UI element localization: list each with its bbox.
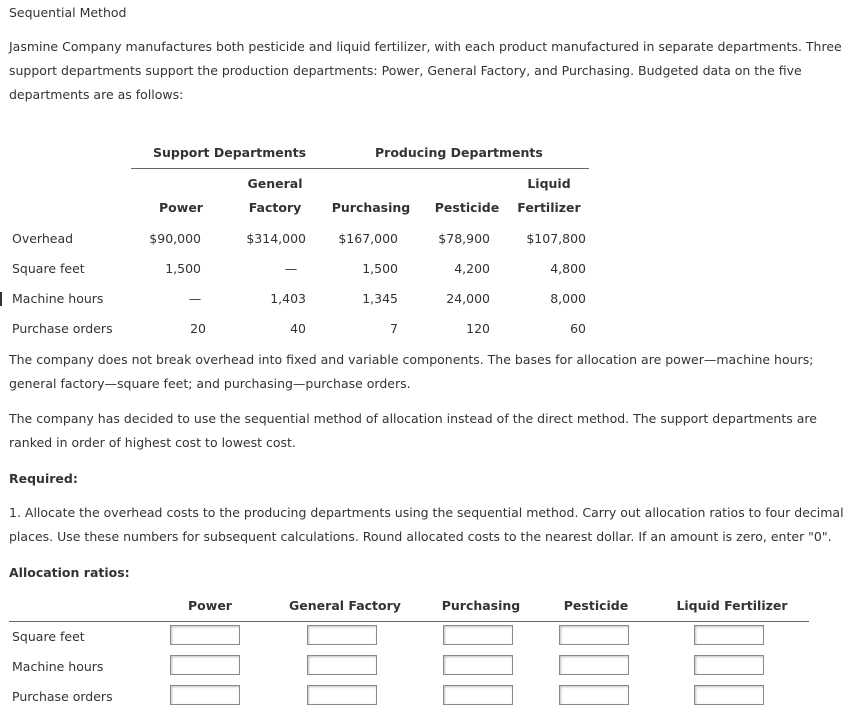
table-cell: — (284, 261, 298, 276)
col-general-line1: General (247, 176, 303, 191)
alloc-col-power: Power (188, 598, 232, 613)
square-feet-general-factory-input[interactable] (307, 625, 377, 645)
row-label-machine-hours: Machine hours (12, 291, 104, 306)
table-cell: 60 (570, 321, 586, 336)
required-heading: Required: (9, 471, 78, 486)
table-cell: $90,000 (149, 231, 201, 246)
table-cell: 1,500 (165, 261, 201, 276)
machine-hours-general-factory-input[interactable] (307, 655, 377, 675)
row-marker (0, 292, 2, 306)
requirement-1: 1. Allocate the overhead costs to the producing departments using the sequential method. Carry out allocation ratios to four decimal places. Use these numbers for subsequent calculations. Round allocated costs to the nearest dollar. If an amount is zero, enter "0". (9, 505, 844, 544)
purchase-orders-liquid-fertilizer-input[interactable] (694, 685, 764, 705)
page-title: Sequential Method (9, 5, 127, 20)
alloc-col-purchasing: Purchasing (441, 598, 521, 613)
col-liquid-line2: Fertilizer (517, 200, 581, 215)
purchase-orders-general-factory-input[interactable] (307, 685, 377, 705)
support-departments-header: Support Departments (153, 145, 307, 160)
table-cell: 40 (290, 321, 306, 336)
table-cell: 120 (466, 321, 490, 336)
table-cell: 20 (190, 321, 206, 336)
purchase-orders-purchasing-input[interactable] (443, 685, 513, 705)
alloc-row-label-machine-hours: Machine hours (12, 659, 104, 674)
row-label-square-feet: Square feet (12, 261, 85, 276)
row-label-overhead: Overhead (12, 231, 74, 246)
table-cell: $314,000 (246, 231, 306, 246)
alloc-row-label-purchase-orders: Purchase orders (12, 689, 113, 704)
table-cell: 8,000 (550, 291, 586, 306)
table-cell: $78,900 (438, 231, 490, 246)
header-divider (131, 168, 589, 169)
table-cell: 7 (390, 321, 398, 336)
square-feet-power-input[interactable] (170, 625, 240, 645)
square-feet-liquid-fertilizer-input[interactable] (694, 625, 764, 645)
purchase-orders-pesticide-input[interactable] (559, 685, 629, 705)
alloc-col-liquid-fertilizer: Liquid Fertilizer (676, 598, 788, 613)
row-label-purchase-orders: Purchase orders (12, 321, 113, 336)
table-cell: 4,800 (550, 261, 586, 276)
table-cell: 1,345 (362, 291, 398, 306)
col-purchasing: Purchasing (331, 200, 411, 215)
machine-hours-purchasing-input[interactable] (443, 655, 513, 675)
col-pesticide: Pesticide (434, 200, 500, 215)
col-power: Power (159, 200, 203, 215)
table-cell: — (188, 291, 202, 306)
table-cell: $107,800 (526, 231, 586, 246)
table-cell: 1,403 (270, 291, 306, 306)
purchase-orders-power-input[interactable] (170, 685, 240, 705)
table-cell: 4,200 (454, 261, 490, 276)
square-feet-pesticide-input[interactable] (559, 625, 629, 645)
alloc-header-divider (9, 621, 809, 622)
table-cell: $167,000 (338, 231, 398, 246)
intro-paragraph: Jasmine Company manufactures both pesticide and liquid fertilizer, with each product manufactured in separate departments. Three support departments support the production departments: Power, General Factory, and Purchasing. Budgeted data on the five departments are as follows: (9, 39, 842, 102)
machine-hours-pesticide-input[interactable] (559, 655, 629, 675)
allocation-ratios-heading: Allocation ratios: (9, 565, 130, 580)
machine-hours-liquid-fertilizer-input[interactable] (694, 655, 764, 675)
table-cell: 1,500 (362, 261, 398, 276)
sequential-paragraph: The company has decided to use the sequential method of allocation instead of the direct method. The support departments are ranked in order of highest cost to lowest cost. (9, 411, 817, 450)
producing-departments-header: Producing Departments (375, 145, 543, 160)
bases-paragraph: The company does not break overhead into fixed and variable components. The bases for allocation are power—machine hours; general factory—square feet; and purchasing—purchase orders. (9, 352, 814, 391)
square-feet-purchasing-input[interactable] (443, 625, 513, 645)
col-liquid-line1: Liquid (527, 176, 571, 191)
alloc-col-general-factory: General Factory (289, 598, 401, 613)
col-general-line2: Factory (248, 200, 302, 215)
alloc-col-pesticide: Pesticide (563, 598, 629, 613)
table-cell: 24,000 (446, 291, 490, 306)
alloc-row-label-square-feet: Square feet (12, 629, 85, 644)
machine-hours-power-input[interactable] (170, 655, 240, 675)
